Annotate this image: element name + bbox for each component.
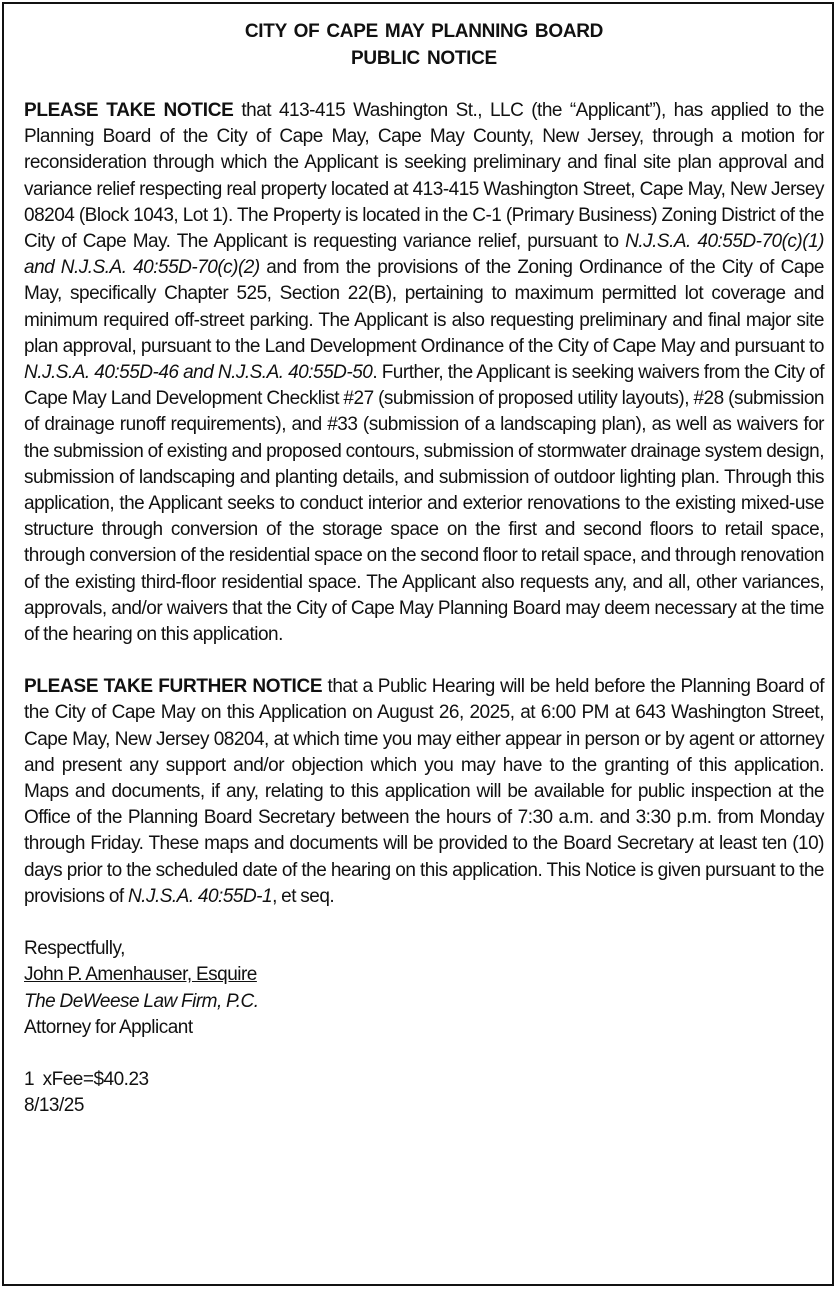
paragraph-1-text-c: . Further, the Applicant is seeking waivers from the City of Cape May Land Development Checklist #27 (submission of proposed utility layouts), #28 (submission of drainage runoff requirements), and #33 (submission of a landscaping plan), as well as waivers for the submission of existing and proposed contours, submission of stormwater drainage system design, submission of landscaping and planting details, and submission of outdoor lighting plan. Through this application, the Applicant seeks to conduct interior and exterior renovations to the existing mixed-use structure through conversion of the storage space on the first and second floors to retail space, through conversion of the residential space on the second floor to retail space, and through renovation of the existing third-floor residential space. The Applicant also requests any, and all, other variances, approvals, and/or waivers that the City of Cape May Planning Board may deem necessary at the time of the hearing on this application. <box>24 362 825 646</box>
paragraph-2-citation: N.J.S.A. 40:55D-1 <box>127 885 273 907</box>
signature-role: Attorney for Applicant <box>24 1016 193 1038</box>
signature-firm: The DeWeese Law Firm, P.C. <box>24 990 259 1012</box>
paragraph-1-text-b: and from the provisions of the Zoning Ordinance of the City of Cape May, specifically Chapter 525, Section 22(B), pertaining to maximum permitted lot coverage and minimum required off-street parking. The Applicant is also requesting preliminary and final major site plan approval, pursuant to the Land Development Ordinance of the City of Cape May and pursuant to <box>24 257 824 357</box>
footer-fee: 1 xFee=$40.23 <box>24 1068 149 1090</box>
footer-date: 8/13/25 <box>24 1095 84 1117</box>
paragraph-2-lead: PLEASE TAKE FURTHER NOTICE <box>24 676 323 698</box>
paragraph-1-citation-a: N.J.S.A. 40:55D-70(c)(1) and N.J.S.A. 40:55D-70(c)(2) <box>24 231 824 279</box>
signature-name: John P. Amenhauser, Esquire <box>24 964 257 986</box>
spacer <box>24 1041 824 1067</box>
notice-content <box>24 18 824 1119</box>
paragraph-2-text-b: , et seq. <box>272 885 335 907</box>
spacer <box>24 910 824 936</box>
spacer <box>24 72 824 98</box>
notice-frame <box>2 2 834 1286</box>
paragraph-1-lead: PLEASE TAKE NOTICE <box>24 100 234 121</box>
signature-closing: Respectfully, <box>24 938 125 960</box>
heading-line-board: CITY OF CAPE MAY PLANNING BOARD <box>244 21 604 42</box>
heading-line-public-notice: PUBLIC NOTICE <box>351 48 497 69</box>
notice-heading <box>24 18 824 72</box>
notice-paragraph-2 <box>24 674 824 910</box>
paragraph-1-text-a: that 413-415 Washington St., LLC (the “Applicant”), has applied to the Planning Board of the City of Cape May, Cape May County, New Jersey, through a motion for reconsideration through which the Applicant is seeking preliminary and final site plan approval and variance relief respecting real property located at 413-415 Washington Street, Cape May, New Jersey 08204 (Block 1043, Lot 1). The Property is located in the C-1 (Primary Business) Zoning District of the City of Cape May. The Applicant is requesting variance relief, pursuant to <box>24 100 824 253</box>
paragraph-1-citation-b: N.J.S.A. 40:55D-46 and N.J.S.A. 40:55D-50 <box>24 362 373 384</box>
signature-block <box>24 936 824 1041</box>
footer-block <box>24 1067 824 1119</box>
notice-paragraph-1 <box>24 98 824 648</box>
paragraph-2-text-a: that a Public Hearing will be held before the Planning Board of the City of Cape May on this Application on August 26, 2025, at 6:00 PM at 643 Washington Street, Cape May, New Jersey 08204, at which time you may either appear in person or by agent or attorney and present any support and/or objection which you may have to the granting of this application. Maps and documents, if any, relating to this application will be available for public inspection at the Office of the Planning Board Secretary between the hours of 7:30 a.m. and 3:30 p.m. from Monday through Friday. These maps and documents will be provided to the Board Secretary at least ten (10) days prior to the scheduled date of the hearing on this application. This Notice is given pursuant to the provisions of <box>24 676 824 907</box>
spacer <box>24 648 824 674</box>
